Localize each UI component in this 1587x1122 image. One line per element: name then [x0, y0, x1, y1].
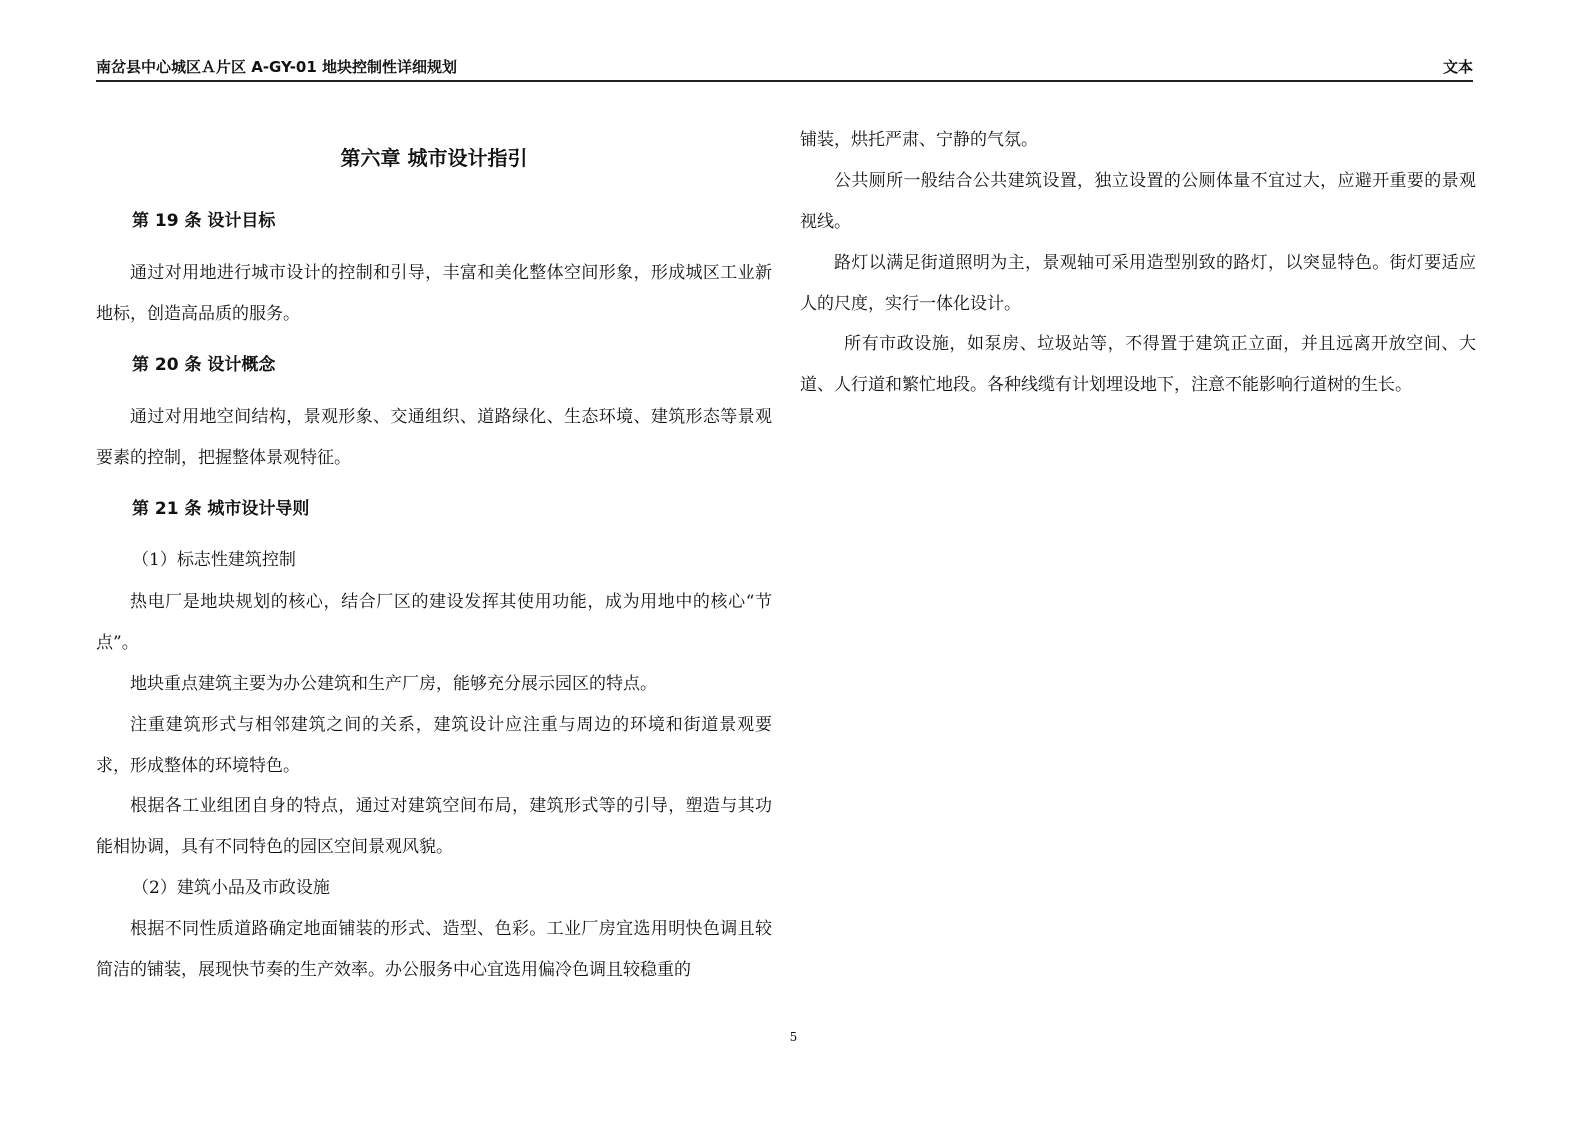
article-21-paragraph-1: 热电厂是地块规划的核心，结合厂区的建设发挥其使用功能，成为用地中的核心“节点”。	[96, 592, 772, 653]
article-21-paragraph-5: 根据不同性质道路确定地面铺装的形式、造型、色彩。工业厂房宜选用明快色调且较简洁的铺装，展现快节奏的生产效率。办公服务中心宜选用偏冷色调且较稳重的	[96, 919, 772, 980]
article-21-paragraph-3: 注重建筑形式与相邻建筑之间的关系，建筑设计应注重与周边的环境和街道景观要求，形成整体的环境特色。	[96, 715, 772, 776]
right-paragraph-4: 所有市政设施，如泵房、垃圾站等，不得置于建筑正立面，并且远离开放空间、大道、人行道和繁忙地段。各种线缆有计划埋设地下，注意不能影响行道树的生长。	[800, 334, 1476, 395]
article-20-text: 通过对用地空间结构，景观形象、交通组织、道路绿化、生态环境、建筑形态等景观要素的控制，把握整体景观特征。	[96, 407, 772, 468]
article-21-paragraph-4: 根据各工业组团自身的特点，通过对建筑空间布局，建筑形式等的引导，塑造与其功能相协调，具有不同特色的园区空间景观风貌。	[96, 796, 772, 857]
right-paragraph-3: 路灯以满足街道照明为主，景观轴可采用造型别致的路灯，以突显特色。街灯要适应人的尺度，实行一体化设计。	[800, 253, 1476, 314]
right-paragraph-1-continued: 铺装，烘托严肃、宁静的气氛。	[800, 130, 1038, 150]
article-19-heading: 第 19 条 设计目标	[132, 211, 276, 231]
right-paragraph-2: 公共厕所一般结合公共建筑设置，独立设置的公厕体量不宜过大，应避开重要的景观视线。	[800, 171, 1476, 232]
section-1-title: （1）标志性建筑控制	[132, 550, 296, 570]
header-divider	[96, 80, 1473, 82]
chapter-title: 第六章 城市设计指引	[340, 146, 528, 170]
article-20-heading: 第 20 条 设计概念	[132, 355, 276, 375]
article-21-heading: 第 21 条 城市设计导则	[132, 499, 310, 519]
document-type-label: 文本	[1442, 58, 1473, 76]
document-title: 南岔县中心城区Ａ片区 A-GY-01 地块控制性详细规划	[96, 58, 458, 76]
article-19-text: 通过对用地进行城市设计的控制和引导，丰富和美化整体空间形象，形成城区工业新地标，创造高品质的服务。	[96, 263, 772, 324]
article-21-paragraph-2: 地块重点建筑主要为办公建筑和生产厂房，能够充分展示园区的特点。	[130, 674, 657, 694]
page-header	[96, 56, 1473, 78]
page-number: 5	[789, 1030, 798, 1044]
section-2-title: （2）建筑小品及市政设施	[132, 878, 330, 898]
